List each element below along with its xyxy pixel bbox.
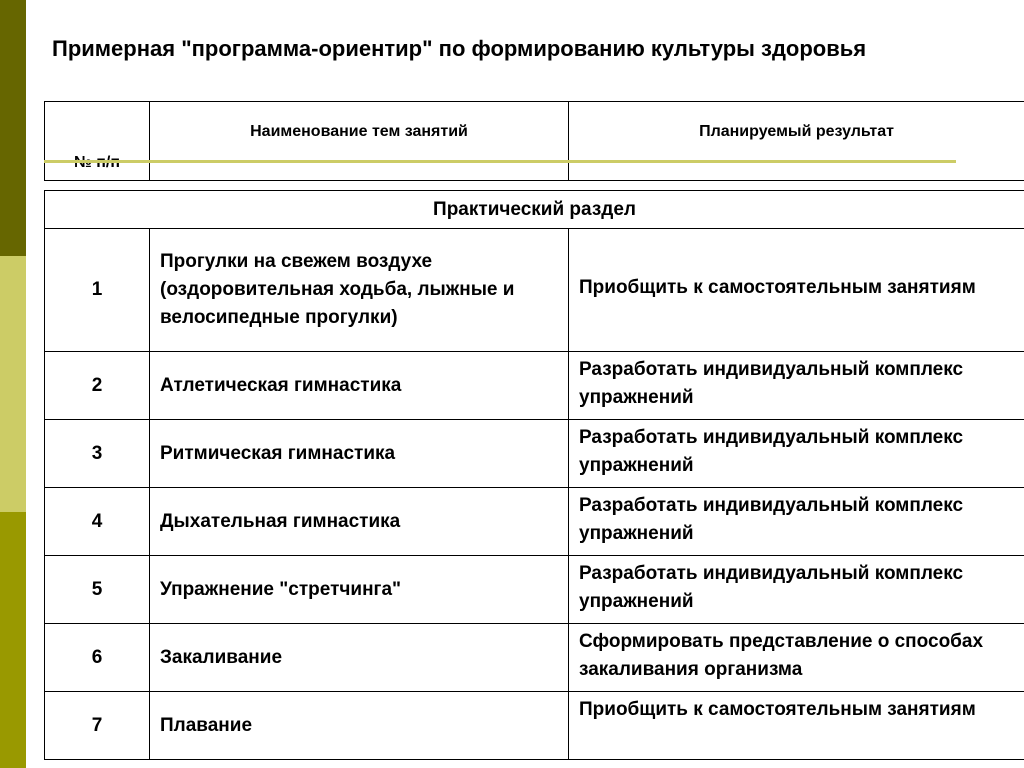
- header-underline: [44, 160, 956, 163]
- section-row: [45, 191, 1024, 229]
- row-topic: Атлетическая гимнастика: [150, 352, 569, 420]
- row-number: 7: [45, 692, 150, 760]
- table-row: [45, 624, 1024, 692]
- section-title: Практический раздел: [45, 191, 1024, 229]
- row-result: Разработать индивидуальный комплекс упражнений: [569, 420, 1024, 488]
- row-topic: Прогулки на свежем воздухе (оздоровительная ходьба, лыжные и велосипедные прогулки): [150, 229, 569, 352]
- row-number: 5: [45, 556, 150, 624]
- program-table: [44, 190, 1024, 760]
- header-number: [45, 102, 150, 181]
- row-number: 6: [45, 624, 150, 692]
- row-result: Разработать индивидуальный комплекс упражнений: [569, 488, 1024, 556]
- table-row: [45, 488, 1024, 556]
- row-topic: Упражнение "стретчинга": [150, 556, 569, 624]
- table-row: [45, 556, 1024, 624]
- row-result: Приобщить к самостоятельным занятиям: [569, 692, 1024, 760]
- row-result: Разработать индивидуальный комплекс упражнений: [569, 556, 1024, 624]
- slide-title: Примерная "программа-ориентир" по формированию культуры здоровья: [52, 36, 867, 61]
- table-row: [45, 352, 1024, 420]
- header-table: [44, 101, 1024, 181]
- row-result: Разработать индивидуальный комплекс упражнений: [569, 352, 1024, 420]
- row-result: Сформировать представление о способах закаливания организма: [569, 624, 1024, 692]
- table-row: [45, 692, 1024, 760]
- row-topic: Ритмическая гимнастика: [150, 420, 569, 488]
- row-topic: Закаливание: [150, 624, 569, 692]
- row-topic: Плавание: [150, 692, 569, 760]
- side-bar-bottom: [0, 512, 26, 768]
- row-number: 2: [45, 352, 150, 420]
- row-topic: Дыхательная гимнастика: [150, 488, 569, 556]
- side-bar-top: [0, 0, 26, 256]
- row-number: 1: [45, 229, 150, 352]
- side-bar-middle: [0, 256, 26, 512]
- row-number: 4: [45, 488, 150, 556]
- header-result: Планируемый результат: [569, 102, 1024, 181]
- table-row: [45, 229, 1024, 352]
- row-result: Приобщить к самостоятельным занятиям: [569, 229, 1024, 352]
- table-row: [45, 420, 1024, 488]
- row-number: 3: [45, 420, 150, 488]
- header-topic: Наименование тем занятий: [150, 102, 569, 181]
- header-row: [45, 102, 1024, 181]
